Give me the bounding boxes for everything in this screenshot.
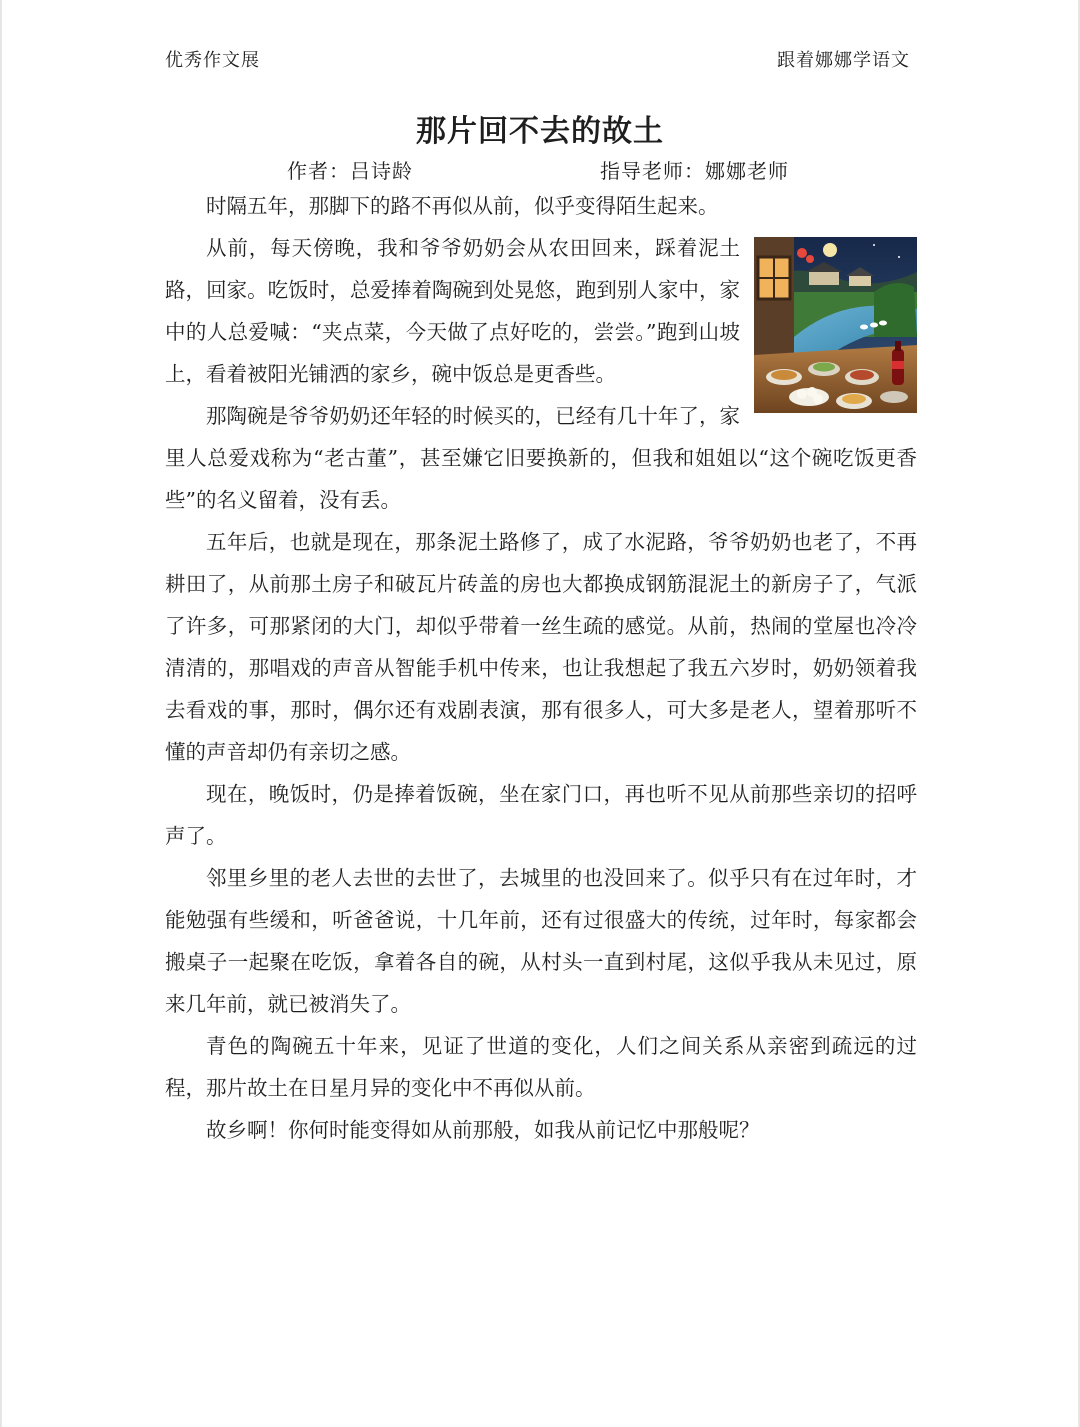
article-title: 那片回不去的故土: [416, 114, 664, 149]
paragraph: 从前，每天傍晚，我和爷爷奶奶会从农田回来，踩着泥土路，回家。吃饭时，总爱捧着陶碗到处晃悠，跑到别人家中，家中的人总爱喊：“夹点菜，今天做了点好吃的，尝尝。”跑到山坡上，看着被阳光铺洒的家乡，碗中饭总是更香些。: [165, 236, 740, 386]
paragraph: 故乡啊！你何时能变得如从前那般，如我从前记忆中那般呢？: [206, 1118, 760, 1142]
article-body: [165, 185, 917, 1151]
paragraph: 邻里乡里的老人去世的去世了，去城里的也没回来了。似乎只有在过年时，才能勉强有些缓和，听爸爸说，十几年前，还有过很盛大的传统，过年时，每家都会搬桌子一起聚在吃饭，拿着各自的碗，从村头一直到村尾，这似乎我从未见过，原来几年前，就已被消失了。: [165, 866, 917, 1016]
paragraph: 那陶碗是爷爷奶奶还年轻的时候买的，已经有几十年了，家里人总爱戏称为“老古董”，甚至嫌它旧要换新的，但我和姐姐以“这个碗吃饭更香些”的名义留着，没有丢。: [165, 404, 917, 512]
header-series-name: 跟着娜娜学语文: [777, 50, 910, 71]
village-dinner-illustration: [754, 237, 917, 413]
paragraph: 现在，晚饭时，仍是捧着饭碗，坐在家门口，再也听不见从前那些亲切的招呼声了。: [165, 782, 917, 848]
article-author: 作者：吕诗龄: [287, 159, 413, 183]
paragraph: 时隔五年，那脚下的路不再似从前，似乎变得陌生起来。: [206, 194, 719, 218]
header-column-name: 优秀作文展: [165, 50, 260, 71]
paragraph: 青色的陶碗五十年来，见证了世道的变化，人们之间关系从亲密到疏远的过程，那片故土在日星月异的变化中不再似从前。: [165, 1034, 917, 1100]
article-teacher: 指导老师：娜娜老师: [600, 159, 789, 183]
paragraph: 五年后，也就是现在，那条泥土路修了，成了水泥路，爷爷奶奶也老了，不再耕田了，从前那土房子和破瓦片砖盖的房也大都换成钢筋混泥土的新房子了，气派了许多，可那紧闭的大门，却似乎带着一丝生疏的感觉。从前，热闹的堂屋也冷冷清清的，那唱戏的声音从智能手机中传来，也让我想起了我五六岁时，奶奶领着我去看戏的事，那时，偶尔还有戏剧表演，那有很多人，可大多是老人，望着那听不懂的声音却仍有亲切之感。: [165, 530, 917, 764]
